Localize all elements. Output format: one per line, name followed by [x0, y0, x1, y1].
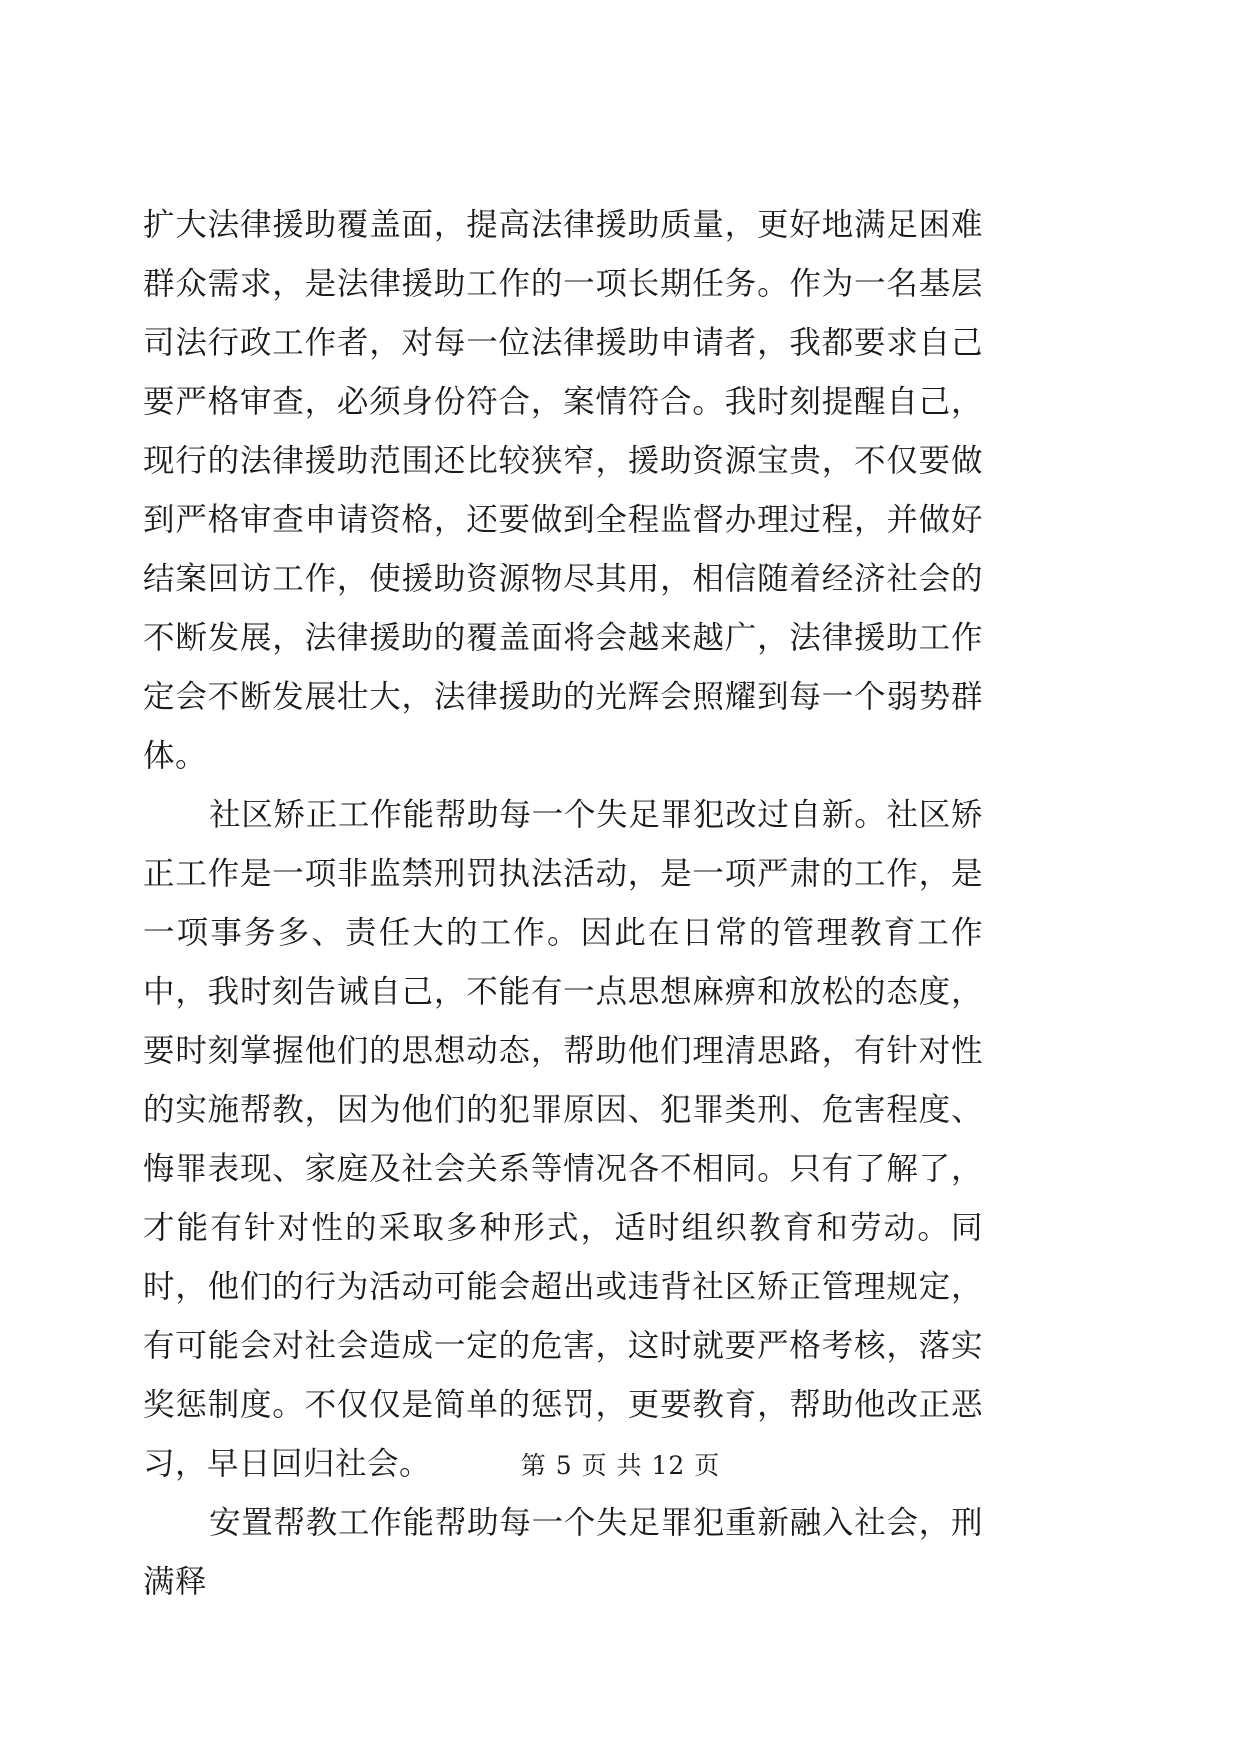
- page-body: [143, 196, 983, 1612]
- paragraph-resettlement: 安置帮教工作能帮助每一个失足罪犯重新融入社会，刑满释: [143, 1505, 983, 1600]
- page-footer: 第 5 页 共 12 页: [520, 1451, 721, 1480]
- paragraph-legal-aid: 扩大法律援助覆盖面，提高法律援助质量，更好地满足困难群众需求，是法律援助工作的一项长期任务。作为一名基层司法行政工作者，对每一位法律援助申请者，我都要求自己要严格审查，必须身份符合，案情符合。我时刻提醒自己，现行的法律援助范围还比较狭窄，援助资源宝贵，不仅要做到严格审查申请资格，还要做到全程监督办理过程，并做好结案回访工作，使援助资源物尽其用，相信随着经济社会的不断发展，法律援助的覆盖面将会越来越广，法律援助工作定会不断发展壮大，法律援助的光辉会照耀到每一个弱势群体。: [143, 207, 983, 774]
- paragraph-community-correction: 社区矫正工作能帮助每一个失足罪犯改过自新。社区矫正工作是一项非监禁刑罚执法活动，是一项严肃的工作，是一项事务多、责任大的工作。因此在日常的管理教育工作中，我时刻告诫自己，不能有一点思想麻痹和放松的态度，要时刻掌握他们的思想动态，帮助他们理清思路，有针对性的实施帮教，因为他们的犯罪原因、犯罪类刑、危害程度、悔罪表现、家庭及社会关系等情况各不相同。只有了解了，才能有针对性的采取多种形式，适时组织教育和劳动。同时，他们的行为活动可能会超出或违背社区矫正管理规定，有可能会对社会造成一定的危害，这时就要严格考核，落实奖惩制度。不仅仅是简单的惩罚，更要教育，帮助他改正恶习，早日回归社会。: [143, 797, 983, 1482]
